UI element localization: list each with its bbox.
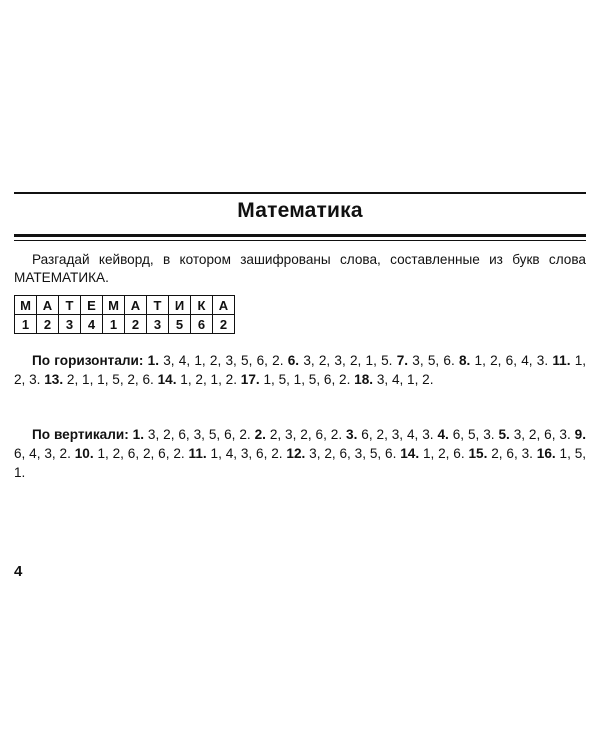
clue-number: 16.: [536, 446, 556, 461]
clue-sequence: 2, 6, 3.: [491, 446, 533, 461]
clue-number: 14.: [157, 372, 177, 387]
clue-number: 5.: [498, 427, 510, 442]
clue-number: 1.: [147, 353, 159, 368]
clue-sequence: 1, 2, 6, 2, 6, 2.: [97, 446, 185, 461]
number-cell: 2: [213, 315, 235, 334]
clue-sequence: 1, 5, 1.: [14, 446, 587, 480]
letter-cell: А: [37, 296, 59, 315]
clue-sequence: 1, 5, 1, 5, 6, 2.: [263, 372, 351, 387]
down-clues: [14, 425, 586, 482]
letter-cell: А: [125, 296, 147, 315]
letter-cell: К: [191, 296, 213, 315]
clue-number: 12.: [286, 446, 306, 461]
clue-number: 15.: [468, 446, 488, 461]
clue-number: 2.: [254, 427, 266, 442]
clue-sequence: 1, 2, 6.: [422, 446, 465, 461]
clue-sequence: 6, 5, 3.: [452, 427, 495, 442]
clue-sequence: 1, 2, 6, 4, 3.: [474, 353, 549, 368]
letter-cell: Е: [81, 296, 103, 315]
clue-number: 8.: [458, 353, 471, 368]
clue-number: 10.: [74, 446, 94, 461]
clue-sequence: 2, 3, 2, 6, 2.: [269, 427, 343, 442]
clue-sequence: 1, 2, 3.: [14, 353, 587, 387]
clue-number: 9.: [574, 427, 586, 442]
number-cell: 2: [125, 315, 147, 334]
clue-number: 18.: [354, 372, 374, 387]
clue-sequence: 3, 2, 6, 3, 5, 6.: [309, 446, 397, 461]
letter-cell: А: [213, 296, 235, 315]
letter-cell: М: [103, 296, 125, 315]
title-bottom-rule-thick: [14, 234, 586, 237]
clue-number: 13.: [44, 372, 64, 387]
letter-cell: М: [15, 296, 37, 315]
number-cell: 3: [59, 315, 81, 334]
clue-number: 1.: [132, 427, 144, 442]
clue-sequence: 6, 4, 3, 2.: [14, 446, 71, 461]
letters-row: [15, 296, 235, 315]
across-heading: По горизонтали:: [32, 353, 144, 368]
clue-sequence: 3, 4, 1, 2, 3, 5, 6, 2.: [163, 353, 284, 368]
clue-sequence: 1, 4, 3, 6, 2.: [210, 446, 283, 461]
across-clues: [14, 351, 586, 389]
clue-number: 4.: [437, 427, 449, 442]
letter-cell: И: [169, 296, 191, 315]
clue-number: 6.: [287, 353, 300, 368]
title-top-rule: [14, 192, 586, 194]
clue-sequence: 3, 4, 1, 2.: [376, 372, 434, 387]
number-cell: 1: [15, 315, 37, 334]
clue-number: 7.: [396, 353, 409, 368]
number-cell: 2: [37, 315, 59, 334]
down-heading: По вертикали:: [32, 427, 129, 442]
clue-number: 11.: [188, 446, 207, 461]
clue-sequence: 3, 5, 6.: [412, 353, 455, 368]
letter-cell: Т: [59, 296, 81, 315]
clue-sequence: 1, 2, 1, 2.: [180, 372, 237, 387]
clue-sequence: 2, 1, 1, 5, 2, 6.: [66, 372, 154, 387]
letter-cell: Т: [147, 296, 169, 315]
clue-number: 14.: [400, 446, 420, 461]
page-title: Математика: [237, 199, 363, 222]
number-cell: 4: [81, 315, 103, 334]
numbers-row: [15, 315, 235, 334]
number-cell: 5: [169, 315, 191, 334]
clue-sequence: 3, 2, 6, 3, 5, 6, 2.: [147, 427, 251, 442]
page-number: 4: [14, 563, 23, 580]
number-cell: 3: [147, 315, 169, 334]
clue-sequence: 3, 2, 6, 3.: [513, 427, 571, 442]
title-bottom-rule-thin: [14, 240, 586, 241]
clue-sequence: 3, 2, 3, 2, 1, 5.: [303, 353, 393, 368]
clue-number: 11.: [552, 353, 571, 368]
letter-code-table: [14, 295, 235, 334]
clue-number: 3.: [346, 427, 358, 442]
intro-text: Разгадай кейворд, в котором зашифрованы слова, составленные из букв слова МАТЕМАТИКА.: [14, 252, 586, 285]
clue-sequence: 6, 2, 3, 4, 3.: [361, 427, 434, 442]
number-cell: 6: [191, 315, 213, 334]
clue-number: 17.: [240, 372, 260, 387]
number-cell: 1: [103, 315, 125, 334]
